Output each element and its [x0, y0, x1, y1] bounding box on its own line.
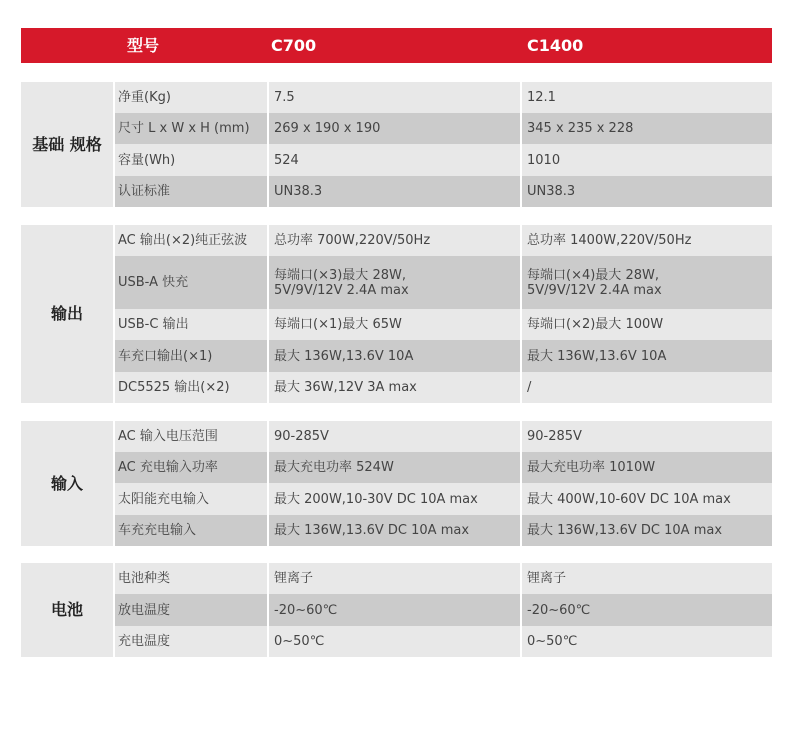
column-divider	[520, 563, 522, 657]
c1400-value: 锂离子	[527, 571, 567, 586]
column-divider	[267, 563, 269, 657]
c700-value: UN38.3	[274, 184, 323, 199]
c1400-value: /	[527, 380, 532, 395]
header-model: 型号	[127, 36, 160, 55]
table-row	[113, 372, 772, 403]
c700-value: 总功率 700W,220V/50Hz	[274, 233, 431, 248]
table-row	[113, 594, 772, 626]
c1400-value: 最大 136W,13.6V DC 10A max	[527, 523, 723, 538]
c1400-value: 90-285V	[527, 429, 582, 444]
row-label: 放电温度	[118, 602, 171, 618]
section-input	[21, 421, 772, 546]
row-label: USB-A 快充	[118, 275, 189, 290]
c700-value: 269 x 190 x 190	[274, 121, 381, 136]
c700-value: 锂离子	[274, 571, 314, 586]
table-row	[113, 82, 772, 113]
column-divider	[267, 421, 269, 546]
row-label: 充电温度	[118, 634, 171, 649]
c700-value: 最大 136W,13.6V DC 10A max	[274, 523, 470, 538]
group-label-input: 输入	[21, 421, 113, 546]
c1400-value: 最大充电功率 1010W	[527, 460, 656, 475]
c700-value: 最大充电功率 524W	[274, 460, 394, 475]
row-label: AC 充电输入功率	[118, 460, 218, 475]
c700-value: -20~60℃	[274, 602, 338, 618]
header-c700: C700	[271, 36, 317, 55]
header-c1400: C1400	[527, 36, 584, 55]
section-basic-specs	[21, 82, 772, 207]
table-row	[113, 113, 772, 144]
table-row	[113, 225, 772, 256]
table-row	[113, 144, 772, 176]
c700-value: 最大 200W,10-30V DC 10A max	[274, 491, 478, 507]
c700-value: 7.5	[274, 90, 295, 105]
c700-value: 最大 136W,13.6V 10A	[274, 348, 414, 364]
row-label: 认证标准	[118, 184, 171, 199]
c1400-value: 最大 136W,13.6V 10A	[527, 348, 667, 364]
column-divider	[520, 82, 522, 207]
table-row	[113, 515, 772, 546]
c1400-value: -20~60℃	[527, 602, 591, 618]
row-label: 车充口输出(×1)	[118, 348, 213, 364]
c700-value: 每端口(×1)最大 65W	[274, 317, 402, 332]
table-row	[113, 176, 772, 207]
c1400-value: 1010	[527, 152, 561, 168]
row-label: 净重(Kg)	[118, 90, 171, 105]
c1400-value: 最大 400W,10-60V DC 10A max	[527, 491, 731, 507]
table-row	[113, 256, 772, 309]
c1400-value: 每端口(×2)最大 100W	[527, 317, 664, 332]
c1400-value: 每端口(×4)最大 28W, 5V/9V/12V 2.4A max	[527, 267, 662, 298]
table-row	[113, 340, 772, 372]
section-output	[21, 225, 772, 403]
c1400-value: 总功率 1400W,220V/50Hz	[527, 233, 692, 248]
row-label: 电池种类	[118, 571, 171, 586]
column-divider	[113, 421, 115, 546]
c700-value: 每端口(×3)最大 28W, 5V/9V/12V 2.4A max	[274, 267, 409, 298]
row-label: 容量(Wh)	[118, 152, 176, 168]
c1400-value: UN38.3	[527, 184, 576, 199]
group-label-battery: 电池	[21, 563, 113, 657]
column-divider	[520, 225, 522, 403]
table-row	[113, 421, 772, 452]
table-row	[113, 626, 772, 657]
c700-value: 0~50℃	[274, 634, 325, 649]
row-label: 车充充电输入	[118, 523, 197, 538]
column-divider	[113, 225, 115, 403]
c700-value: 90-285V	[274, 429, 329, 444]
group-label-output: 输出	[21, 225, 113, 403]
row-label: AC 输入电压范围	[118, 429, 218, 444]
column-divider	[113, 563, 115, 657]
c1400-value: 345 x 235 x 228	[527, 121, 634, 136]
c700-value: 524	[274, 152, 299, 168]
section-battery	[21, 563, 772, 657]
row-label: USB-C 输出	[118, 317, 189, 332]
row-label: 太阳能充电输入	[118, 491, 210, 507]
column-divider	[520, 421, 522, 546]
group-label-basic: 基础 规格	[21, 82, 113, 207]
table-row	[113, 483, 772, 515]
table-row	[113, 309, 772, 340]
row-label: AC 输出(×2)纯正弦波	[118, 233, 248, 248]
row-label: DC5525 输出(×2)	[118, 380, 230, 395]
column-divider	[113, 82, 115, 207]
table-row	[113, 563, 772, 594]
c1400-value: 12.1	[527, 90, 556, 105]
column-divider	[267, 82, 269, 207]
table-header	[21, 28, 772, 63]
table-row	[113, 452, 772, 483]
c700-value: 最大 36W,12V 3A max	[274, 380, 417, 395]
column-divider	[267, 225, 269, 403]
c1400-value: 0~50℃	[527, 634, 578, 649]
row-label: 尺寸 L x W x H (mm)	[118, 121, 250, 136]
